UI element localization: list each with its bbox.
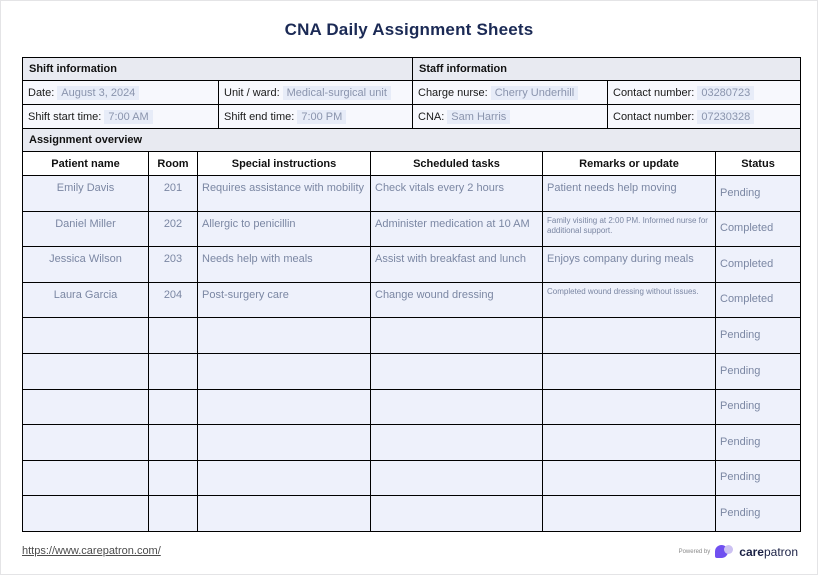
room-cell [149, 354, 198, 390]
special-instructions-cell [198, 461, 371, 497]
column-header-scheduled-tasks: Scheduled tasks [371, 152, 543, 176]
assignment-overview-header: Assignment overview [23, 129, 801, 152]
special-instructions-cell [198, 354, 371, 390]
powered-by-label: Powered by [678, 548, 711, 555]
special-instructions-cell: Requires assistance with mobility [198, 176, 371, 212]
cna-field [413, 105, 608, 129]
patient-name-cell [23, 425, 149, 461]
room-cell [149, 425, 198, 461]
status-cell: Pending [716, 176, 801, 212]
scheduled-tasks-cell: Change wound dressing [371, 283, 543, 319]
staff-information-header: Staff information [413, 58, 801, 81]
special-instructions-cell: Allergic to penicillin [198, 212, 371, 248]
special-instructions-cell: Needs help with meals [198, 247, 371, 283]
room-cell: 204 [149, 283, 198, 319]
scheduled-tasks-cell [371, 461, 543, 497]
nurse-contact-value: 03280723 [697, 86, 754, 100]
special-instructions-cell [198, 390, 371, 426]
patient-name-cell: Emily Davis [23, 176, 149, 212]
patient-name-cell [23, 461, 149, 497]
column-header-remarks: Remarks or update [543, 152, 716, 176]
cna-contact-label: Contact number: [613, 110, 695, 123]
charge-nurse-value: Cherry Underhill [491, 86, 578, 100]
patient-name-cell: Daniel Miller [23, 212, 149, 248]
status-cell: Pending [716, 354, 801, 390]
patient-name-cell [23, 390, 149, 426]
column-header-special-instructions: Special instructions [198, 152, 371, 176]
room-cell [149, 390, 198, 426]
carepatron-wordmark: carepatron [739, 544, 798, 559]
patient-name-cell [23, 496, 149, 532]
room-cell: 202 [149, 212, 198, 248]
unit-ward-label: Unit / ward: [224, 86, 280, 99]
column-header-patient-name: Patient name [23, 152, 149, 176]
special-instructions-cell [198, 496, 371, 532]
room-cell [149, 318, 198, 354]
status-cell: Completed [716, 283, 801, 319]
status-cell: Completed [716, 247, 801, 283]
scheduled-tasks-cell [371, 354, 543, 390]
scheduled-tasks-cell: Check vitals every 2 hours [371, 176, 543, 212]
charge-nurse-field [413, 81, 608, 105]
remarks-cell [543, 354, 716, 390]
patient-name-cell: Jessica Wilson [23, 247, 149, 283]
nurse-contact-field [608, 81, 801, 105]
date-value: August 3, 2024 [57, 86, 139, 100]
shift-end-label: Shift end time: [224, 110, 295, 123]
cna-label: CNA: [418, 110, 445, 123]
scheduled-tasks-cell [371, 496, 543, 532]
patient-name-cell [23, 318, 149, 354]
scheduled-tasks-cell [371, 390, 543, 426]
room-cell: 203 [149, 247, 198, 283]
status-cell: Pending [716, 461, 801, 497]
special-instructions-cell [198, 318, 371, 354]
column-header-room: Room [149, 152, 198, 176]
powered-by-carepatron [679, 544, 798, 559]
shift-start-field [23, 105, 219, 129]
status-cell: Pending [716, 318, 801, 354]
shift-start-label: Shift start time: [28, 110, 102, 123]
nurse-contact-label: Contact number: [613, 86, 695, 99]
remarks-cell [543, 318, 716, 354]
special-instructions-cell [198, 425, 371, 461]
page-title: CNA Daily Assignment Sheets [284, 20, 534, 39]
remarks-cell: Family visiting at 2:00 PM. Informed nurse for additional support. [543, 212, 716, 248]
assignment-table [22, 129, 801, 532]
scheduled-tasks-cell: Assist with breakfast and lunch [371, 247, 543, 283]
scheduled-tasks-cell [371, 425, 543, 461]
scheduled-tasks-cell [371, 318, 543, 354]
room-cell [149, 461, 198, 497]
shift-start-value: 7:00 AM [104, 110, 152, 124]
charge-nurse-label: Charge nurse: [418, 86, 488, 99]
carepatron-logo-icon [715, 544, 734, 559]
cna-value: Sam Harris [447, 110, 510, 124]
remarks-cell [543, 496, 716, 532]
status-cell: Pending [716, 425, 801, 461]
remarks-cell: Patient needs help moving [543, 176, 716, 212]
column-header-status: Status [716, 152, 801, 176]
unit-ward-value: Medical-surgical unit [283, 86, 391, 100]
status-cell: Pending [716, 390, 801, 426]
remarks-cell: Completed wound dressing without issues. [543, 283, 716, 319]
shift-end-field [219, 105, 413, 129]
remarks-cell [543, 461, 716, 497]
info-table [22, 57, 801, 129]
remarks-cell: Enjoys company during meals [543, 247, 716, 283]
unit-ward-field [219, 81, 413, 105]
cna-contact-field [608, 105, 801, 129]
room-cell: 201 [149, 176, 198, 212]
patient-name-cell [23, 354, 149, 390]
scheduled-tasks-cell: Administer medication at 10 AM [371, 212, 543, 248]
shift-information-header: Shift information [23, 58, 413, 81]
date-field [23, 81, 219, 105]
patient-name-cell: Laura Garcia [23, 283, 149, 319]
assignment-sheet [22, 57, 801, 532]
remarks-cell [543, 390, 716, 426]
shift-end-value: 7:00 PM [297, 110, 346, 124]
carepatron-url-link[interactable]: https://www.carepatron.com/ [22, 545, 161, 557]
cna-contact-value: 07230328 [697, 110, 754, 124]
room-cell [149, 496, 198, 532]
status-cell: Pending [716, 496, 801, 532]
date-label: Date: [28, 86, 55, 99]
status-cell: Completed [716, 212, 801, 248]
special-instructions-cell: Post-surgery care [198, 283, 371, 319]
remarks-cell [543, 425, 716, 461]
